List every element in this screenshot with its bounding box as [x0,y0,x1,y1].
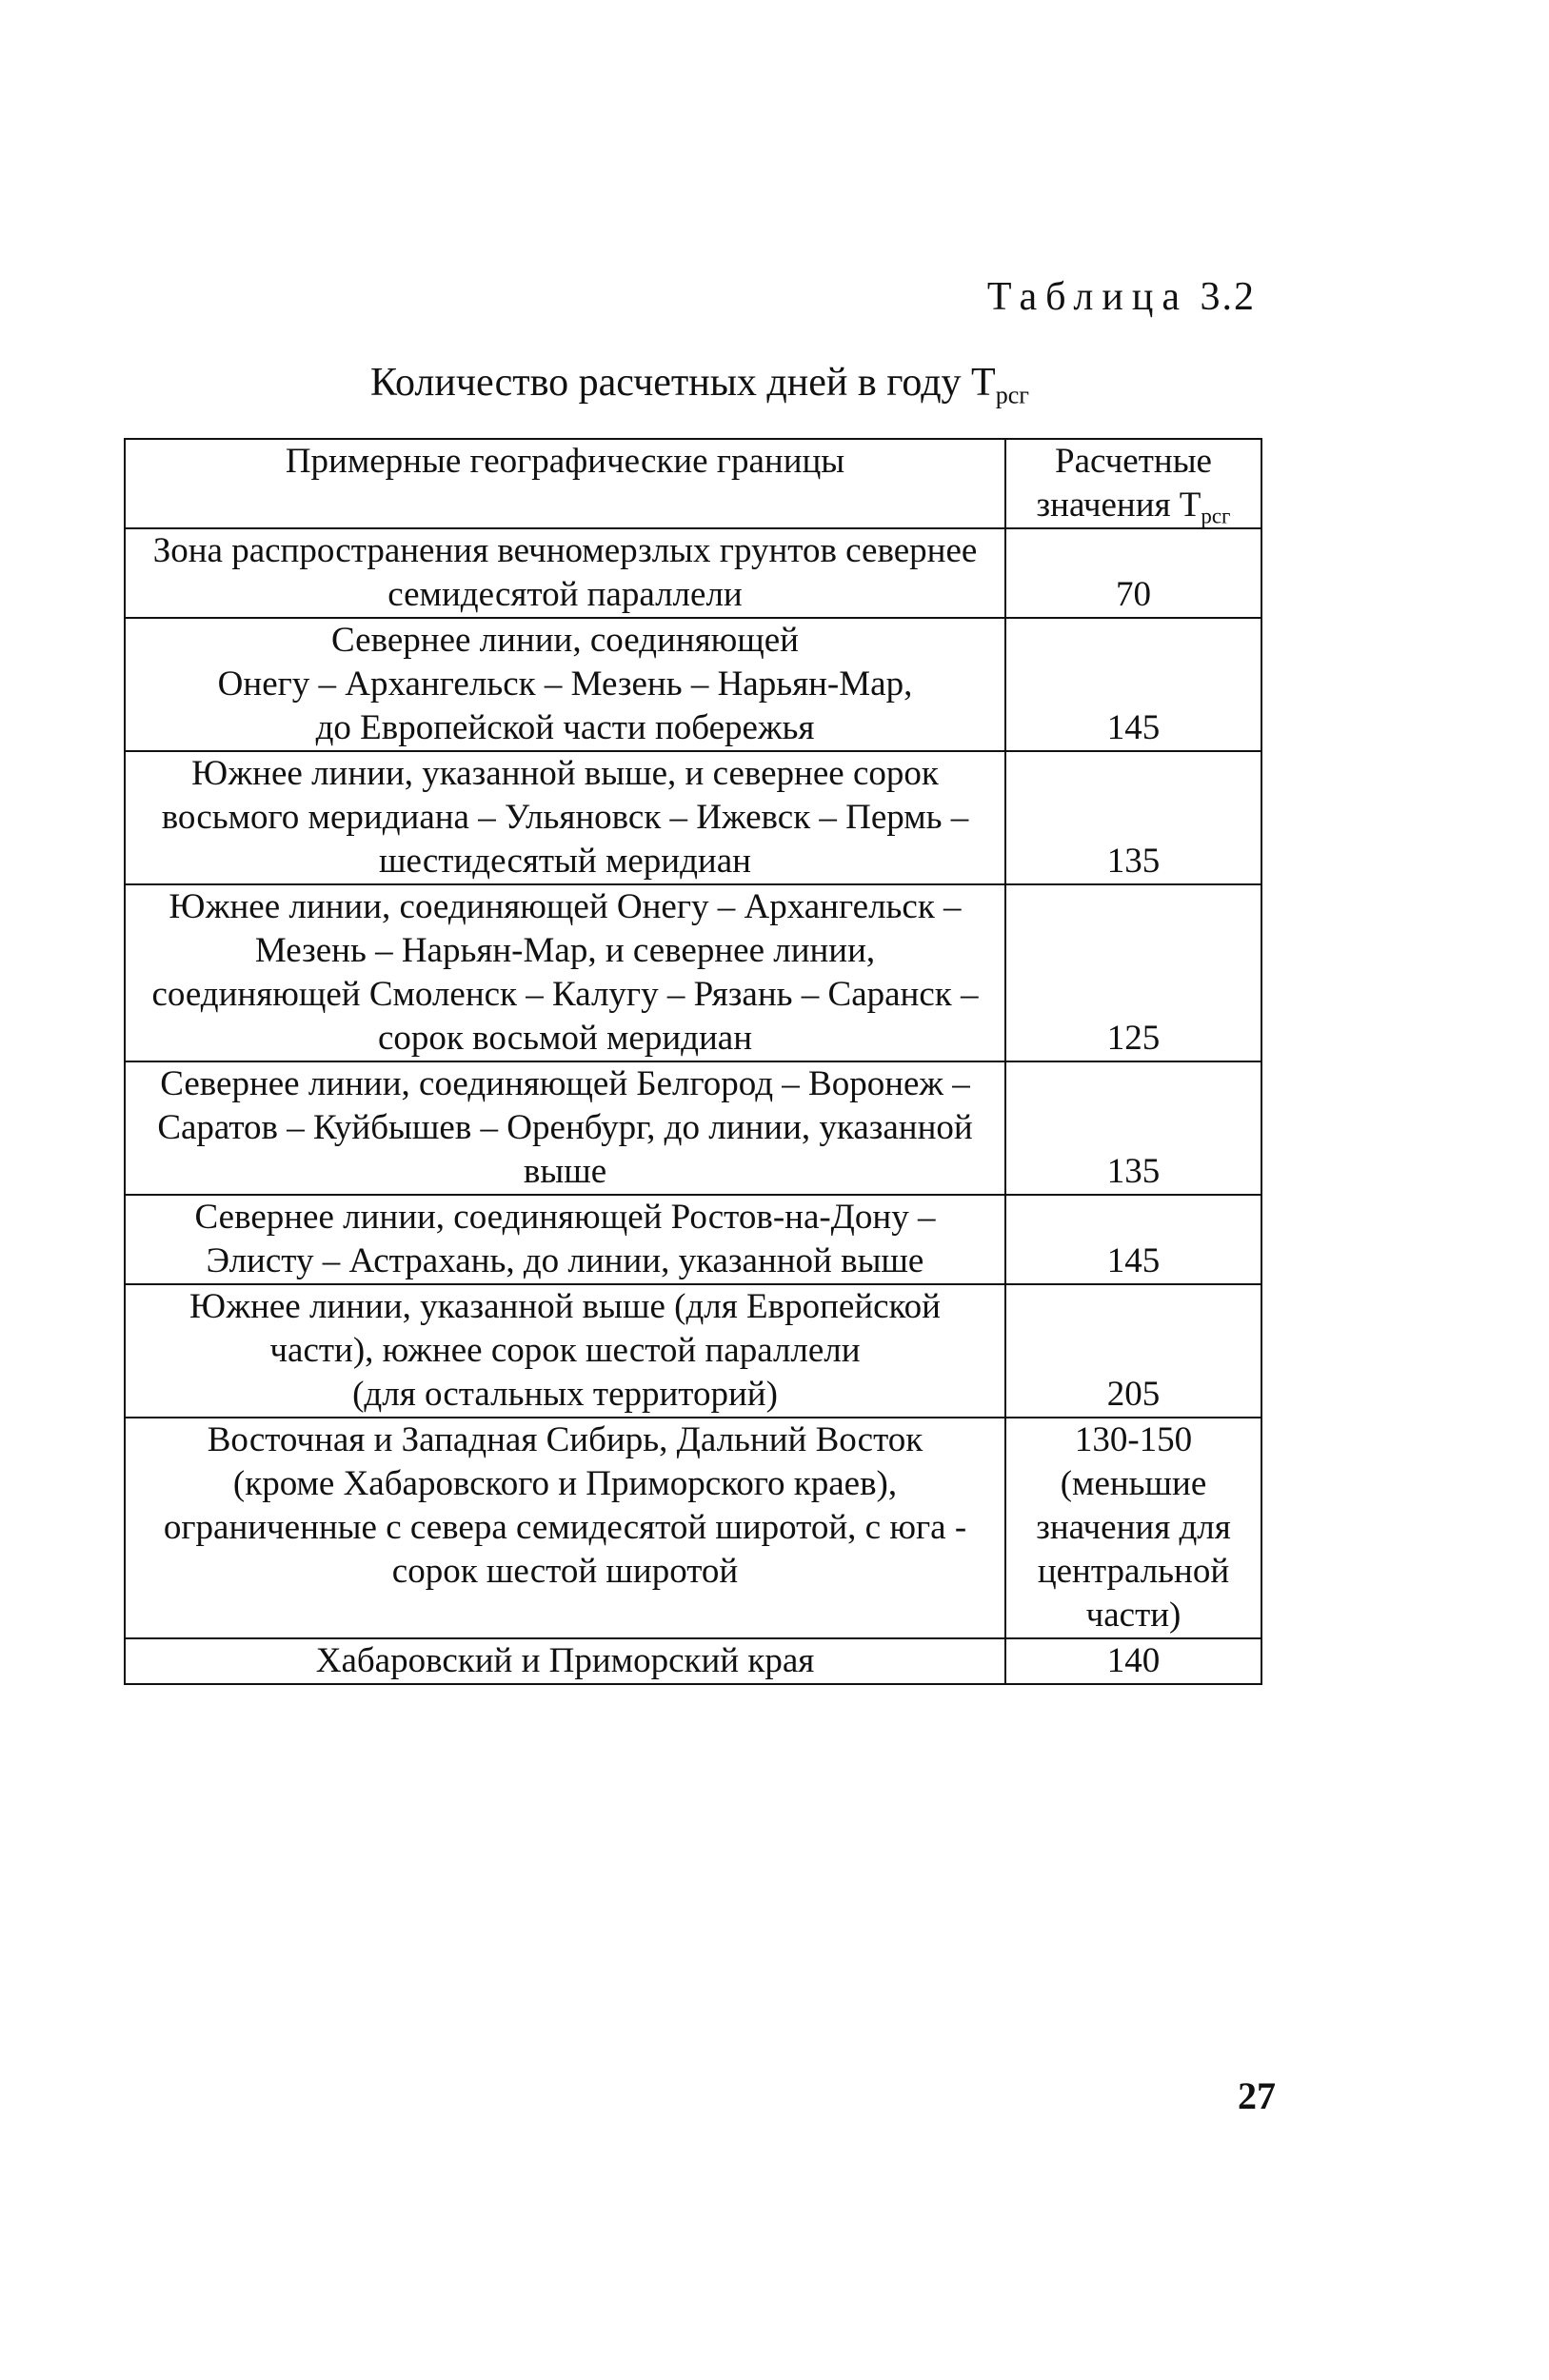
table-caption-subscript: рсг [995,381,1029,409]
value-line: 145 [1106,1241,1161,1280]
region-line: шестидесятый меридиан [379,842,751,881]
value-line: (меньшие [1060,1464,1207,1503]
table-row [125,528,1261,618]
region-line: сорок шестой широтой [391,1552,739,1591]
value-line: центральной [1037,1552,1230,1591]
region-line: восьмого меридиана – Ульяновск – Ижевск – Пермь – [161,798,969,837]
region-line: Южнее линии, указанной выше (для Европейской [189,1287,941,1326]
table-row [125,1061,1261,1195]
table-label [987,274,1256,320]
value-line: 135 [1106,842,1161,881]
value-cell [1005,528,1261,618]
region-line: ограниченные с севера семидесятой широтой, с юга - [163,1508,967,1547]
region-cell [125,884,1005,1061]
table-row [125,1284,1261,1418]
value-cell [1005,884,1261,1061]
table-body [125,528,1261,1684]
table-label-word: Таблица [986,275,1188,319]
value-line: 135 [1106,1152,1161,1191]
region-line: Южнее линии, указанной выше, и севернее сорок [191,754,939,793]
region-line: до Европейской части побережья [315,708,815,747]
region-line: Севернее линии, соединяющей [331,621,799,660]
region-line: Мезень – Нарьян-Мар, и севернее линии, [254,931,876,970]
region-line: Саратов – Куйбышев – Оренбург, до линии, указанной [157,1108,973,1147]
header-value-line2 [1010,484,1257,527]
region-line: Севернее линии, соединяющей Белгород – Воронеж – [160,1064,970,1103]
page-number: 27 [1238,2074,1276,2117]
table-row [125,884,1261,1061]
region-line: Онегу – Архангельск – Мезень – Нарьян-Мар, [217,664,913,704]
header-value-line1: Расчетные [1055,442,1212,481]
table-row [125,1638,1261,1684]
region-cell [125,1418,1005,1638]
region-line: Элисту – Астрахань, до линии, указанной выше [206,1241,924,1280]
region-cell [125,528,1005,618]
value-cell [1005,1418,1261,1638]
design-days-table [124,438,1262,1685]
table-row [125,1418,1261,1638]
value-line: 140 [1106,1641,1161,1680]
value-line: части) [1085,1596,1182,1635]
region-line: соединяющей Смоленск – Калугу – Рязань – Саранск – [151,975,979,1014]
region-line: Зона распространения вечномерзлых грунтов севернее [152,531,978,570]
region-line: выше [523,1152,607,1191]
region-line: семидесятой параллели [387,575,743,614]
region-line: Восточная и Западная Сибирь, Дальний Восток [207,1420,923,1459]
table-row [125,751,1261,884]
value-cell [1005,1284,1261,1418]
region-line: Севернее линии, соединяющей Ростов-на-Дону – [194,1198,936,1237]
table-caption [0,360,1400,409]
value-cell [1005,751,1261,884]
region-cell [125,618,1005,751]
region-cell [125,1638,1005,1684]
header-value-line2-text: значения T [1036,486,1201,525]
table-header-row [125,439,1261,528]
value-cell [1005,1638,1261,1684]
value-cell [1005,1061,1261,1195]
value-cell [1005,618,1261,751]
region-line: Хабаровский и Приморский края [315,1641,815,1680]
region-line: Южнее линии, соединяющей Онегу – Архангельск – [169,887,962,926]
table-row [125,618,1261,751]
value-line: 145 [1106,708,1161,747]
table-label-number: 3.2 [1200,275,1256,319]
region-line: сорок восьмой меридиан [377,1019,753,1058]
value-line: 125 [1106,1019,1161,1058]
region-cell [125,1284,1005,1418]
header-value [1005,439,1261,528]
region-cell [125,1195,1005,1284]
table-caption-text: Количество расчетных дней в году T [370,361,996,405]
value-cell [1005,1195,1261,1284]
header-region: Примерные географические границы [125,439,1005,528]
value-line: 205 [1106,1375,1161,1414]
value-line: 70 [1116,575,1151,614]
region-cell [125,1061,1005,1195]
value-line: значения для [1036,1508,1231,1547]
region-line: (кроме Хабаровского и Приморского краев), [232,1464,898,1503]
region-line: (для остальных территорий) [352,1375,778,1414]
value-line: 130-150 [1074,1420,1193,1459]
table-row [125,1195,1261,1284]
header-value-subscript: рсг [1201,504,1231,528]
region-line: части), южнее сорок шестой параллели [269,1331,861,1370]
region-cell [125,751,1005,884]
